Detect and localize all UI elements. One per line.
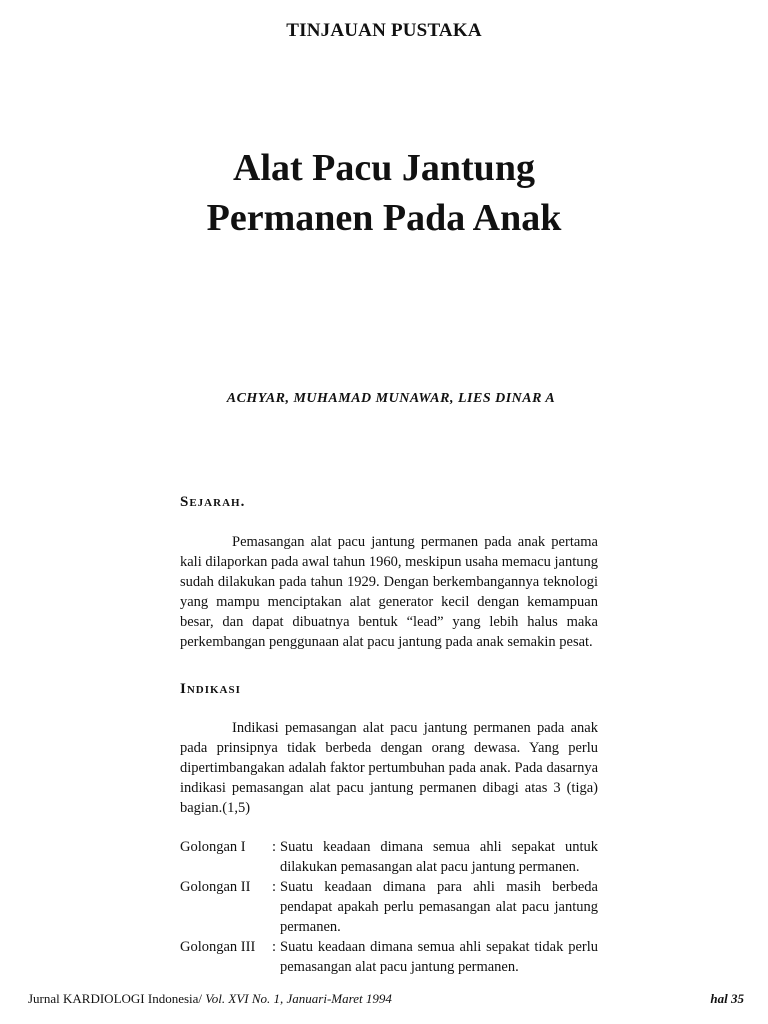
golongan-label: Golongan II — [180, 879, 251, 895]
footer-journal: Jurnal KARDIOLOGI Indonesia/ — [28, 991, 203, 1006]
page-number: hal 35 — [710, 991, 744, 1006]
section-label: TINJAUAN PUSTAKA — [286, 20, 482, 41]
footer-issue: Vol. XVI No. 1, Januari-Maret 1994 — [205, 991, 392, 1006]
golongan-label: Golongan I — [180, 839, 246, 855]
page-footer — [28, 991, 744, 1007]
golongan-item — [180, 837, 598, 877]
paragraph-indikasi: Indikasi pemasangan alat pacu jantung permanen pada anak pada prinsipnya tidak berbeda dengan orang dewasa. Yang perlu dipertimbangakan adalah faktor pertumbuhan pada anak. Pada dasarnya indikasi pemasangan alat pacu jantung permanen dibagi atas 3 (tiga) bagian.(1,5) — [180, 720, 598, 816]
golongan-text: Suatu keadaan dimana para ahli masih berbeda pendapat apakah perlu pemasangan alat pacu jantung permanen. — [280, 879, 598, 935]
footer-citation — [28, 991, 392, 1007]
golongan-list — [180, 837, 598, 977]
article-title-line-2: Permanen Pada Anak — [206, 197, 562, 239]
golongan-item — [180, 937, 598, 977]
golongan-text: Suatu keadaan dimana semua ahli sepakat tidak perlu pemasangan alat pacu jantung permanen. — [280, 939, 598, 975]
golongan-separator: : — [272, 839, 277, 855]
section-sejarah — [180, 494, 598, 652]
article-authors: ACHYAR, MUHAMAD MUNAWAR, LIES DINAR A — [226, 391, 556, 406]
golongan-separator: : — [272, 879, 277, 895]
golongan-text: Suatu keadaan dimana semua ahli sepakat untuk dilakukan pemasangan alat pacu jantung permanen. — [280, 839, 598, 875]
golongan-item — [180, 877, 598, 937]
section-heading-indikasi: Indikasi — [180, 681, 241, 697]
golongan-label: Golongan III — [180, 939, 256, 955]
article-title — [0, 143, 768, 243]
section-heading-sejarah: Sejarah. — [180, 494, 246, 510]
article-title-line-1: Alat Pacu Jantung — [233, 147, 535, 189]
paragraph-sejarah: Pemasangan alat pacu jantung permanen pada anak pertama kali dilaporkan pada awal tahun 1960, meskipun usaha memacu jantung sudah dilakukan pada tahun 1929. Dengan berkembangannya teknologi yang mampu menciptakan alat generator kecil dengan kemampuan besar, dan dapat dibuatnya bentuk “lead” yang lebih halus maka perkembangan penggunaan alat pacu jantung pada anak semakin pesat. — [180, 534, 598, 650]
golongan-separator: : — [272, 939, 277, 955]
section-indikasi — [180, 681, 598, 977]
